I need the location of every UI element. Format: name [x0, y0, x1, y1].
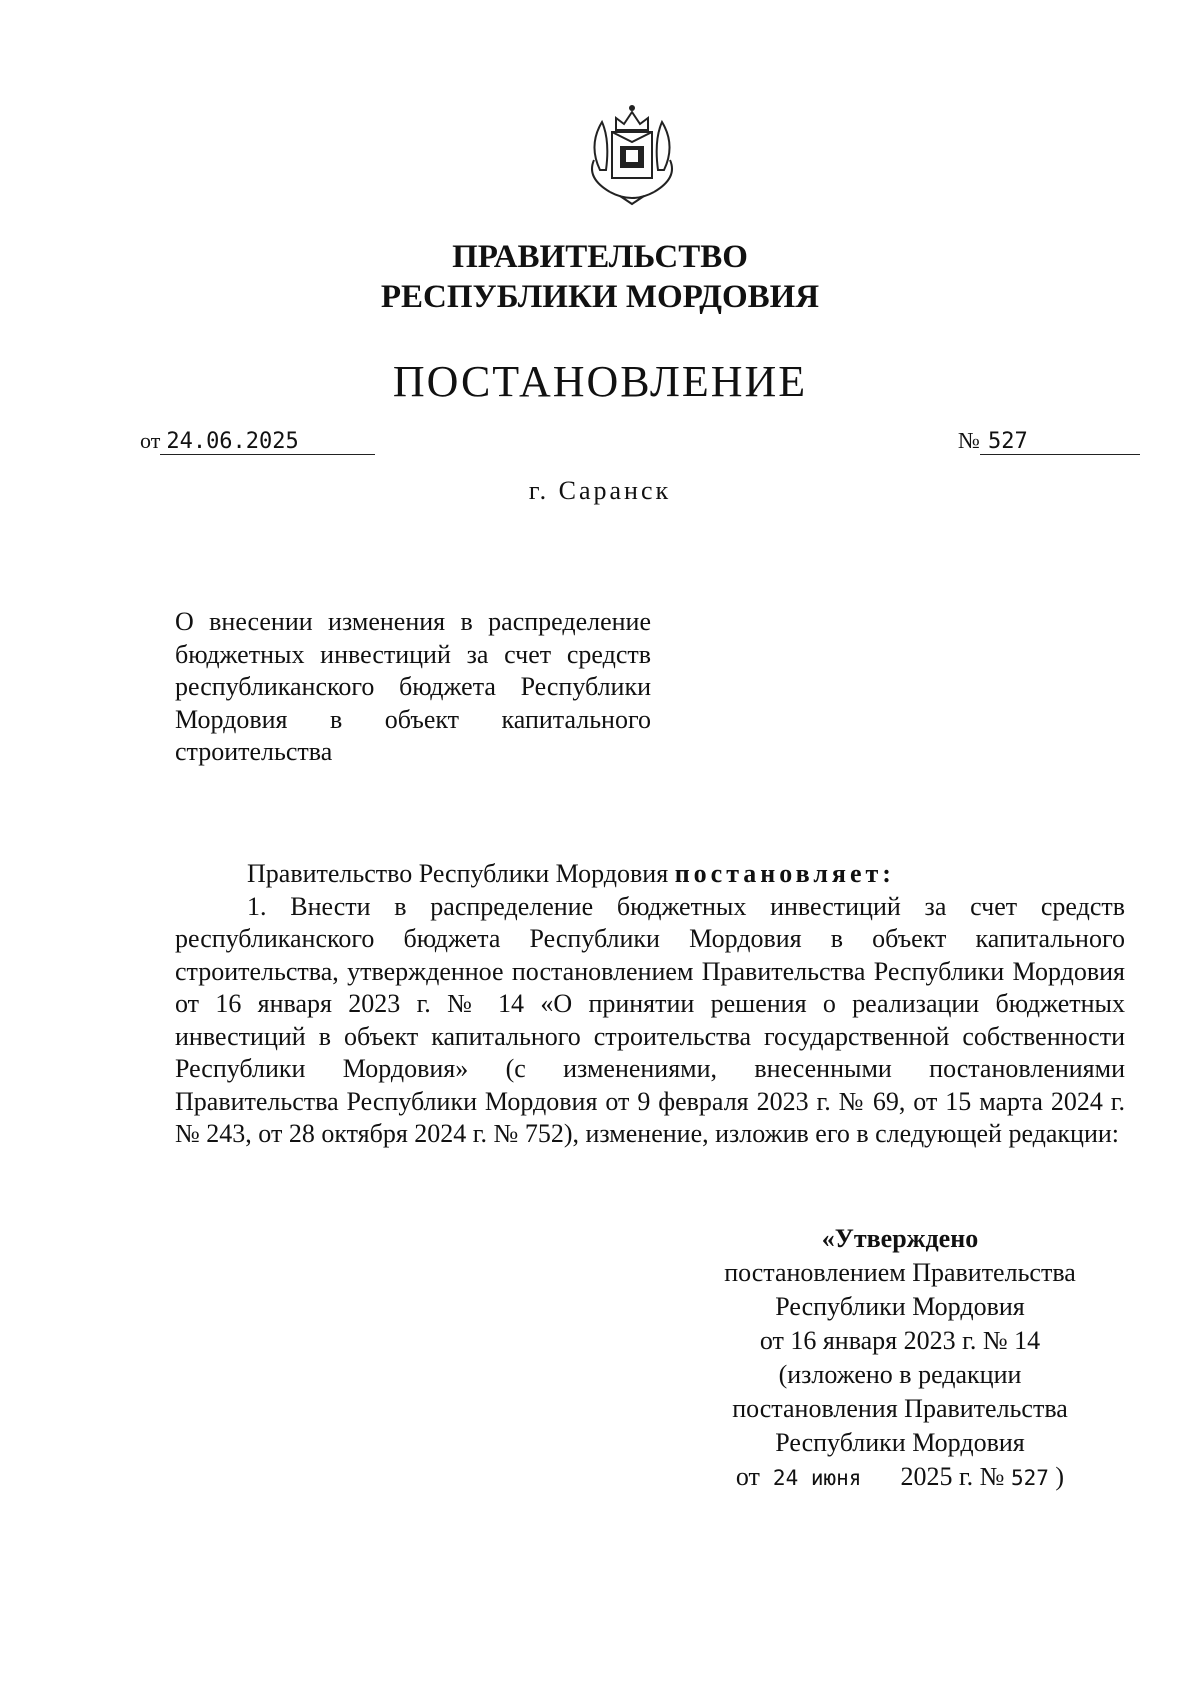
paragraph-1: 1. Внести в распределение бюджетных инвестиций за счет средств республиканского бюджета Республики Мордовия в объект капитального строительства, утвержденное постановлением Правительства Республики Мордовия от 16 января 2023 г. № 14 «О принятии решения о реализации бюджетных инвестиций в объект капитального строительства государственной собственности Республики Мордовия» (с изменениями, внесенными постановлениями Правительства Республики Мордовия от 9 февраля 2023 г. № 69, от 15 марта 2024 г. № 243, от 28 октября 2024 г. № 752), изменение, изложив его в следующей редакции:: [175, 891, 1125, 1148]
approval-line: постановлением Правительства: [724, 1258, 1076, 1287]
approval-line: постановления Правительства: [732, 1394, 1068, 1423]
number-prefix: №: [958, 428, 980, 453]
approval-date-close: ): [1055, 1462, 1065, 1491]
document-date: [140, 428, 375, 455]
document-body: [175, 858, 1125, 1151]
coat-of-arms-icon: [580, 100, 684, 208]
intro-paragraph: [175, 858, 1125, 891]
issue-city: г. Саранск: [528, 476, 672, 505]
date-field: 24.06.2025: [160, 429, 375, 455]
approval-line: от 16 января 2023 г. № 14: [759, 1326, 1041, 1355]
approval-date-year: 2025 г. №: [900, 1462, 1005, 1491]
approval-line: Республики Мордовия: [775, 1428, 1025, 1457]
number-field: 527: [980, 429, 1140, 455]
approval-title: «Утверждено: [821, 1224, 979, 1253]
approval-line: Республики Мордовия: [775, 1292, 1025, 1321]
approval-date-number: 527: [1010, 1466, 1049, 1490]
document-number: [958, 428, 1140, 455]
approval-date: [680, 1460, 1120, 1495]
date-prefix: от: [140, 428, 161, 453]
authority-name-line1: ПРАВИТЕЛЬСТВО: [452, 239, 748, 275]
intro-text: Правительство Республики Мордовия: [247, 859, 675, 888]
document-subject: О внесении изменения в распределение бюджетных инвестиций за счет средств республиканского бюджета Республики Мордовия в объект капитального строительства: [175, 607, 651, 766]
document-type-title: ПОСТАНОВЛЕНИЕ: [392, 357, 808, 406]
intro-action: постановляет:: [674, 859, 895, 888]
approval-line: (изложено в редакции: [778, 1360, 1022, 1389]
authority-name-line2: РЕСПУБЛИКИ МОРДОВИЯ: [380, 279, 820, 315]
approval-date-prefix: от: [735, 1462, 760, 1491]
approval-block: [680, 1222, 1120, 1495]
approval-date-day-month: 24 июня: [772, 1466, 862, 1490]
